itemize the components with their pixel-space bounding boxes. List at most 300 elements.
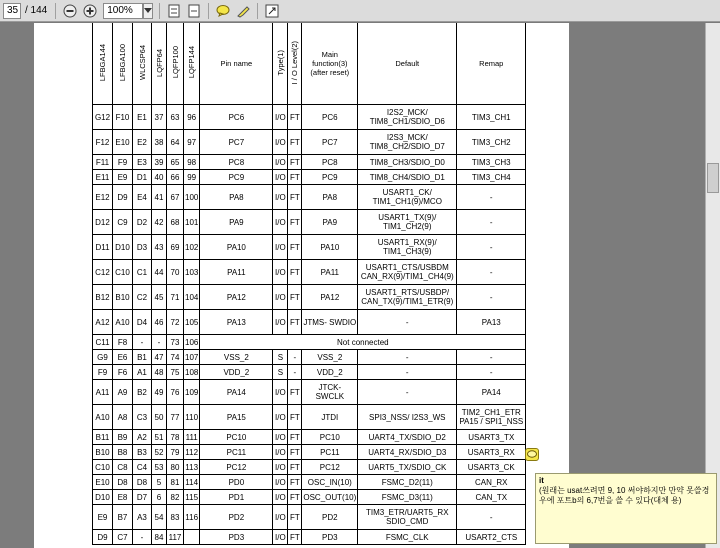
- table-cell: B8: [113, 445, 133, 460]
- chevron-down-icon[interactable]: [143, 3, 153, 19]
- table-cell: PA13: [457, 310, 526, 335]
- table-cell: 66: [167, 170, 184, 185]
- table-cell: 116: [184, 505, 200, 530]
- table-cell: C3: [133, 405, 152, 430]
- column-header: LQFP144: [184, 23, 200, 105]
- table-cell: FT: [288, 380, 302, 405]
- zoom-select[interactable]: [103, 3, 143, 19]
- table-cell: FT: [288, 490, 302, 505]
- table-cell: Not connected: [200, 335, 526, 350]
- table-row: [93, 335, 526, 350]
- table-cell: PC10: [200, 430, 273, 445]
- table-cell: D4: [133, 310, 152, 335]
- table-row: [93, 405, 526, 430]
- table-row: [93, 310, 526, 335]
- table-cell: TIM2_CH1_ETR PA15 / SPI1_NSS: [457, 405, 526, 430]
- zoom-in-icon[interactable]: [82, 3, 98, 19]
- table-cell: -: [457, 365, 526, 380]
- zoom-out-icon[interactable]: [62, 3, 78, 19]
- table-cell: F12: [93, 130, 113, 155]
- table-cell: 64: [167, 130, 184, 155]
- table-cell: TIM8_CH3/SDIO_D0: [358, 155, 457, 170]
- table-cell: I/O: [273, 490, 288, 505]
- table-cell: FT: [288, 235, 302, 260]
- table-cell: I/O: [273, 310, 288, 335]
- table-cell: 115: [184, 490, 200, 505]
- table-cell: FT: [288, 285, 302, 310]
- page-number-input[interactable]: 35: [3, 3, 21, 19]
- comment-note-icon[interactable]: [525, 448, 539, 461]
- table-cell: -: [358, 310, 457, 335]
- table-cell: E10: [113, 130, 133, 155]
- table-cell: B3: [133, 445, 152, 460]
- table-row: [93, 530, 526, 545]
- table-row: [93, 260, 526, 285]
- table-cell: C1: [133, 260, 152, 285]
- table-cell: 68: [167, 210, 184, 235]
- table-cell: USART1_CK/ TIM1_CH1(9)/MCO: [358, 185, 457, 210]
- table-row: [93, 170, 526, 185]
- table-cell: FSMC_CLK: [358, 530, 457, 545]
- table-cell: 112: [184, 445, 200, 460]
- table-cell: 38: [152, 130, 167, 155]
- table-cell: 84: [152, 530, 167, 545]
- table-cell: 107: [184, 350, 200, 365]
- table-cell: TIM3_CH3: [457, 155, 526, 170]
- table-cell: 51: [152, 430, 167, 445]
- table-cell: 77: [167, 405, 184, 430]
- table-cell: 110: [184, 405, 200, 430]
- table-cell: PC12: [302, 460, 358, 475]
- table-cell: FT: [288, 530, 302, 545]
- table-cell: 71: [167, 285, 184, 310]
- table-cell: F10: [113, 105, 133, 130]
- table-cell: E11: [93, 170, 113, 185]
- comment-title: it: [539, 476, 544, 485]
- table-cell: E10: [93, 475, 113, 490]
- table-row: [93, 365, 526, 380]
- table-row: [93, 475, 526, 490]
- table-cell: A10: [113, 310, 133, 335]
- table-cell: PC7: [200, 130, 273, 155]
- table-cell: D8: [113, 475, 133, 490]
- table-cell: D1: [133, 170, 152, 185]
- table-cell: PD3: [302, 530, 358, 545]
- table-cell: 76: [167, 380, 184, 405]
- table-cell: 103: [184, 260, 200, 285]
- table-cell: CAN_TX: [457, 490, 526, 505]
- table-cell: PA14: [457, 380, 526, 405]
- table-row: [93, 350, 526, 365]
- column-header: I / O Level(2): [288, 23, 302, 105]
- table-cell: PA12: [302, 285, 358, 310]
- table-cell: 50: [152, 405, 167, 430]
- table-cell: -: [457, 285, 526, 310]
- table-cell: FT: [288, 170, 302, 185]
- table-cell: G12: [93, 105, 113, 130]
- table-cell: OSC_IN(10): [302, 475, 358, 490]
- table-cell: D11: [93, 235, 113, 260]
- table-cell: C10: [113, 260, 133, 285]
- table-cell: SPI3_NSS/ I2S3_WS: [358, 405, 457, 430]
- table-cell: 80: [167, 460, 184, 475]
- table-cell: -: [288, 350, 302, 365]
- table-cell: 47: [152, 350, 167, 365]
- table-cell: [184, 530, 200, 545]
- table-cell: 83: [167, 505, 184, 530]
- table-cell: 102: [184, 235, 200, 260]
- table-cell: E9: [93, 505, 113, 530]
- table-cell: B10: [93, 445, 113, 460]
- table-cell: D9: [93, 530, 113, 545]
- table-cell: 49: [152, 380, 167, 405]
- table-cell: PA12: [200, 285, 273, 310]
- table-cell: 74: [167, 350, 184, 365]
- divider: [159, 3, 160, 19]
- column-header: WLCSP64: [133, 23, 152, 105]
- table-row: [93, 285, 526, 310]
- table-cell: 5: [152, 475, 167, 490]
- column-header: Default: [358, 23, 457, 105]
- column-header: LFBGA100: [113, 23, 133, 105]
- table-row: [93, 430, 526, 445]
- table-cell: -: [457, 260, 526, 285]
- table-cell: I/O: [273, 130, 288, 155]
- table-cell: B10: [113, 285, 133, 310]
- table-cell: TIM3_CH2: [457, 130, 526, 155]
- table-cell: I/O: [273, 285, 288, 310]
- table-cell: -: [457, 235, 526, 260]
- table-row: [93, 235, 526, 260]
- table-cell: 109: [184, 380, 200, 405]
- table-cell: -: [358, 380, 457, 405]
- table-cell: UART4_RX/SDIO_D3: [358, 445, 457, 460]
- table-cell: D9: [113, 185, 133, 210]
- table-cell: 67: [167, 185, 184, 210]
- table-cell: I/O: [273, 260, 288, 285]
- table-cell: E6: [113, 350, 133, 365]
- table-cell: 81: [167, 475, 184, 490]
- table-cell: E2: [133, 130, 152, 155]
- table-cell: E1: [133, 105, 152, 130]
- table-cell: 52: [152, 445, 167, 460]
- table-cell: OSC_OUT(10): [302, 490, 358, 505]
- table-cell: A2: [133, 430, 152, 445]
- table-cell: 105: [184, 310, 200, 335]
- table-cell: VSS_2: [200, 350, 273, 365]
- table-row: [93, 460, 526, 475]
- table-row: [93, 130, 526, 155]
- table-cell: VDD_2: [200, 365, 273, 380]
- table-cell: 99: [184, 170, 200, 185]
- table-cell: C7: [113, 530, 133, 545]
- expand-icon[interactable]: [264, 3, 280, 19]
- table-cell: 104: [184, 285, 200, 310]
- table-cell: I/O: [273, 170, 288, 185]
- table-cell: 72: [167, 310, 184, 335]
- table-cell: E3: [133, 155, 152, 170]
- table-cell: 70: [167, 260, 184, 285]
- table-cell: C9: [113, 210, 133, 235]
- table-cell: 45: [152, 285, 167, 310]
- table-cell: FT: [288, 445, 302, 460]
- table-cell: E4: [133, 185, 152, 210]
- table-cell: B1: [133, 350, 152, 365]
- table-cell: I/O: [273, 380, 288, 405]
- table-cell: 78: [167, 430, 184, 445]
- table-cell: PA13: [200, 310, 273, 335]
- table-cell: PC6: [200, 105, 273, 130]
- table-cell: USART1_TX(9)/ TIM1_CH2(9): [358, 210, 457, 235]
- table-cell: C4: [133, 460, 152, 475]
- table-cell: B9: [113, 430, 133, 445]
- table-cell: TIM3_ETR/UART5_RX SDIO_CMD: [358, 505, 457, 530]
- table-row: [93, 185, 526, 210]
- table-cell: 73: [167, 335, 184, 350]
- table-cell: 41: [152, 185, 167, 210]
- table-cell: 82: [167, 490, 184, 505]
- table-row: [93, 445, 526, 460]
- table-cell: D2: [133, 210, 152, 235]
- table-cell: -: [358, 365, 457, 380]
- table-cell: 106: [184, 335, 200, 350]
- table-cell: 48: [152, 365, 167, 380]
- table-cell: USART1_RX(9)/ TIM1_CH3(9): [358, 235, 457, 260]
- table-row: [93, 105, 526, 130]
- table-cell: PC8: [302, 155, 358, 170]
- table-cell: 44: [152, 260, 167, 285]
- table-cell: PA10: [200, 235, 273, 260]
- table-cell: PA15: [200, 405, 273, 430]
- table-cell: FT: [288, 105, 302, 130]
- table-cell: 69: [167, 235, 184, 260]
- table-row: [93, 155, 526, 170]
- table-cell: PC11: [200, 445, 273, 460]
- table-cell: 53: [152, 460, 167, 475]
- table-cell: F8: [113, 335, 133, 350]
- table-cell: TIM8_CH4/SDIO_D1: [358, 170, 457, 185]
- table-cell: PC12: [200, 460, 273, 475]
- table-cell: FSMC_D3(11): [358, 490, 457, 505]
- table-cell: PA9: [200, 210, 273, 235]
- table-cell: FT: [288, 260, 302, 285]
- page-total-label: / 144: [25, 5, 48, 16]
- scrollbar-thumb[interactable]: [707, 163, 719, 193]
- table-cell: I/O: [273, 430, 288, 445]
- table-cell: FT: [288, 405, 302, 430]
- column-header: Main function(3) (after reset): [302, 23, 358, 105]
- table-row: [93, 490, 526, 505]
- column-header: LFBGA144: [93, 23, 113, 105]
- table-cell: A12: [93, 310, 113, 335]
- table-cell: 100: [184, 185, 200, 210]
- table-row: [93, 210, 526, 235]
- table-cell: D10: [93, 490, 113, 505]
- table-row: [93, 380, 526, 405]
- table-cell: A8: [113, 405, 133, 430]
- table-cell: I2S3_MCK/ TIM8_CH2/SDIO_D7: [358, 130, 457, 155]
- table-cell: I/O: [273, 185, 288, 210]
- table-cell: PA14: [200, 380, 273, 405]
- table-cell: 98: [184, 155, 200, 170]
- table-cell: VSS_2: [302, 350, 358, 365]
- table-cell: A3: [133, 505, 152, 530]
- table-cell: D12: [93, 210, 113, 235]
- table-cell: D3: [133, 235, 152, 260]
- table-cell: C2: [133, 285, 152, 310]
- vertical-scrollbar[interactable]: [705, 23, 720, 548]
- table-cell: 42: [152, 210, 167, 235]
- table-cell: I/O: [273, 505, 288, 530]
- table-cell: PD2: [302, 505, 358, 530]
- table-cell: FT: [288, 130, 302, 155]
- table-cell: E8: [113, 490, 133, 505]
- table-cell: 37: [152, 105, 167, 130]
- table-cell: B11: [93, 430, 113, 445]
- table-cell: 117: [167, 530, 184, 545]
- table-cell: I/O: [273, 460, 288, 475]
- table-cell: 113: [184, 460, 200, 475]
- table-cell: FT: [288, 210, 302, 235]
- table-cell: D7: [133, 490, 152, 505]
- table-cell: USART3_CK: [457, 460, 526, 475]
- table-cell: 97: [184, 130, 200, 155]
- highlight-icon[interactable]: [235, 3, 251, 19]
- column-header: Remap: [457, 23, 526, 105]
- table-cell: F9: [113, 155, 133, 170]
- table-cell: FT: [288, 475, 302, 490]
- table-cell: 6: [152, 490, 167, 505]
- table-cell: -: [457, 185, 526, 210]
- table-cell: PC6: [302, 105, 358, 130]
- table-cell: I/O: [273, 210, 288, 235]
- table-cell: FSMC_D2(11): [358, 475, 457, 490]
- table-cell: PC7: [302, 130, 358, 155]
- table-cell: 63: [167, 105, 184, 130]
- table-cell: USART2_CTS: [457, 530, 526, 545]
- table-cell: PA9: [302, 210, 358, 235]
- table-cell: D10: [113, 235, 133, 260]
- table-cell: 79: [167, 445, 184, 460]
- pdf-page: [34, 23, 569, 548]
- table-cell: FT: [288, 185, 302, 210]
- table-cell: VDD_2: [302, 365, 358, 380]
- table-cell: 43: [152, 235, 167, 260]
- table-cell: I/O: [273, 475, 288, 490]
- table-cell: I/O: [273, 405, 288, 430]
- table-cell: UART4_TX/SDIO_D2: [358, 430, 457, 445]
- table-cell: PC9: [302, 170, 358, 185]
- table-cell: 46: [152, 310, 167, 335]
- table-cell: C12: [93, 260, 113, 285]
- table-cell: 108: [184, 365, 200, 380]
- table-cell: 40: [152, 170, 167, 185]
- table-cell: I2S2_MCK/ TIM8_CH1/SDIO_D6: [358, 105, 457, 130]
- divider: [257, 3, 258, 19]
- table-cell: FT: [288, 310, 302, 335]
- table-cell: B2: [133, 380, 152, 405]
- table-cell: -: [358, 350, 457, 365]
- table-cell: 111: [184, 430, 200, 445]
- table-cell: JTMS- SWDIO: [302, 310, 358, 335]
- column-header: LQFP64: [152, 23, 167, 105]
- comment-icon[interactable]: [215, 3, 231, 19]
- table-cell: F9: [93, 365, 113, 380]
- column-header: Pin name: [200, 23, 273, 105]
- table-cell: -: [288, 365, 302, 380]
- divider: [55, 3, 56, 19]
- table-cell: I/O: [273, 445, 288, 460]
- table-cell: PC11: [302, 445, 358, 460]
- table-cell: F6: [113, 365, 133, 380]
- table-cell: UART5_TX/SDIO_CK: [358, 460, 457, 475]
- table-cell: PC9: [200, 170, 273, 185]
- table-cell: -: [457, 210, 526, 235]
- table-cell: C8: [113, 460, 133, 475]
- table-cell: S: [273, 350, 288, 365]
- table-cell: S: [273, 365, 288, 380]
- table-cell: PC10: [302, 430, 358, 445]
- table-cell: A11: [93, 380, 113, 405]
- fit-page-icon[interactable]: [166, 3, 182, 19]
- table-cell: CAN_RX: [457, 475, 526, 490]
- table-cell: D8: [133, 475, 152, 490]
- table-cell: -: [457, 350, 526, 365]
- table-cell: TIM3_CH4: [457, 170, 526, 185]
- table-cell: C10: [93, 460, 113, 475]
- table-cell: -: [457, 505, 526, 530]
- table-cell: PA10: [302, 235, 358, 260]
- table-cell: E9: [113, 170, 133, 185]
- table-cell: F11: [93, 155, 113, 170]
- table-cell: A1: [133, 365, 152, 380]
- table-cell: TIM3_CH1: [457, 105, 526, 130]
- table-cell: 101: [184, 210, 200, 235]
- fit-width-icon[interactable]: [186, 3, 202, 19]
- table-cell: E12: [93, 185, 113, 210]
- table-cell: PD0: [200, 475, 273, 490]
- table-cell: USART1_CTS/USBDM CAN_RX(9)/TIM1_CH4(9): [358, 260, 457, 285]
- table-cell: PD1: [200, 490, 273, 505]
- table-cell: C11: [93, 335, 113, 350]
- table-cell: USART3_TX: [457, 430, 526, 445]
- table-cell: B12: [93, 285, 113, 310]
- divider: [208, 3, 209, 19]
- table-cell: PD2: [200, 505, 273, 530]
- table-cell: JTDI: [302, 405, 358, 430]
- table-cell: I/O: [273, 530, 288, 545]
- comment-popup: [535, 473, 717, 544]
- document-viewer[interactable]: [0, 23, 720, 548]
- table-cell: I/O: [273, 235, 288, 260]
- table-cell: FT: [288, 460, 302, 475]
- column-header: Type(1): [273, 23, 288, 105]
- table-cell: PA8: [200, 185, 273, 210]
- table-cell: I/O: [273, 105, 288, 130]
- table-cell: A9: [113, 380, 133, 405]
- table-cell: FT: [288, 155, 302, 170]
- table-cell: 96: [184, 105, 200, 130]
- pinout-table: [92, 23, 526, 545]
- table-cell: 75: [167, 365, 184, 380]
- table-header-row: [93, 23, 526, 105]
- table-cell: B7: [113, 505, 133, 530]
- table-cell: 114: [184, 475, 200, 490]
- table-cell: A10: [93, 405, 113, 430]
- table-cell: -: [133, 335, 152, 350]
- table-cell: PA8: [302, 185, 358, 210]
- toolbar: [0, 0, 720, 22]
